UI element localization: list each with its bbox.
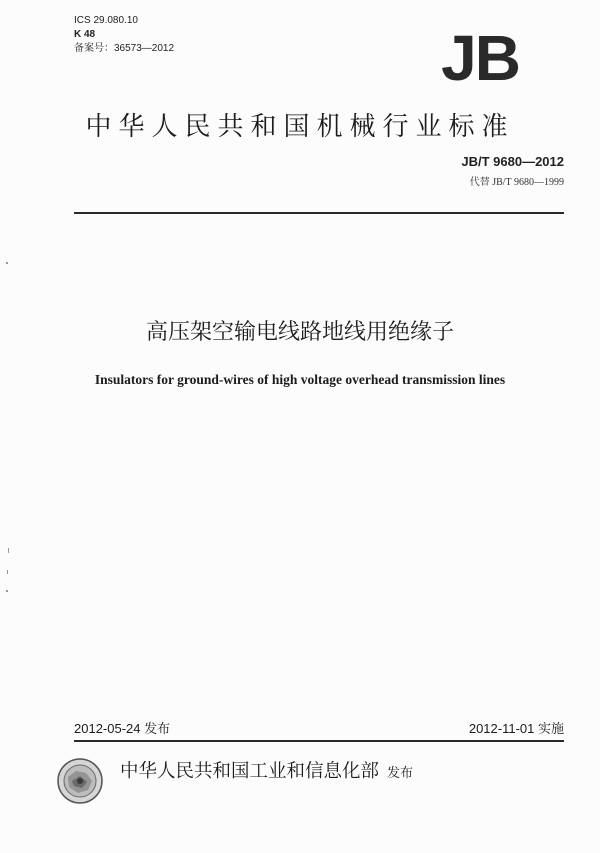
scan-speck bbox=[7, 570, 8, 574]
standard-code: JB/T 9680—2012 bbox=[461, 154, 564, 169]
title-english: Insulators for ground-wires of high voltage overhead transmission lines bbox=[94, 372, 506, 387]
scan-speck bbox=[8, 548, 9, 553]
implement-date: 2012-11-01 实施 bbox=[468, 721, 564, 736]
standard-type-heading: 中华人民共和国机械行业标准 bbox=[85, 112, 515, 142]
replaces-note: 代替 JB/T 9680—1999 bbox=[469, 177, 564, 188]
header-divider bbox=[74, 212, 564, 214]
issue-date: 2012-05-24 发布 bbox=[74, 721, 171, 736]
issuer-suffix: 发布 bbox=[387, 766, 414, 781]
scan-speck bbox=[6, 262, 8, 264]
jb-logo: JB bbox=[441, 22, 519, 94]
record-number: 备案号：36573—2012 bbox=[74, 43, 175, 54]
seal-emblem bbox=[56, 757, 104, 805]
issuer-line bbox=[120, 757, 413, 783]
ics-code: ICS 29.080.10 bbox=[74, 15, 138, 26]
scan-speck bbox=[6, 590, 8, 592]
category-code: K 48 bbox=[74, 29, 96, 40]
footer-divider bbox=[74, 740, 564, 742]
issuer-name: 中华人民共和国工业和信息化部 bbox=[120, 761, 380, 782]
title-chinese: 高压架空输电线路地线用绝缘子 bbox=[145, 320, 454, 345]
